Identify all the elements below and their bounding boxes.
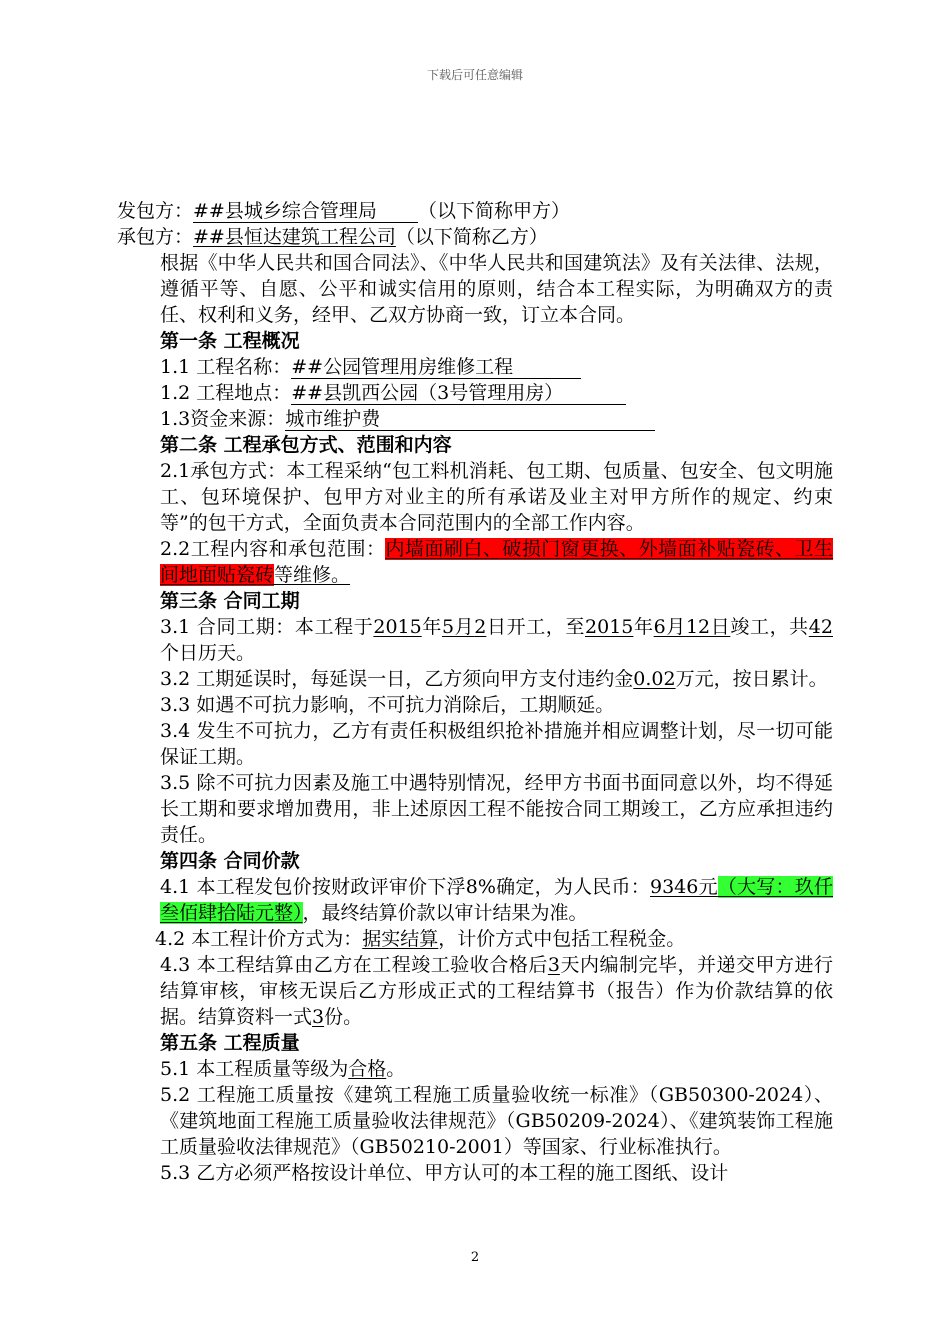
price-clause xyxy=(117,874,833,926)
start-month: 5月 xyxy=(441,616,475,638)
pricing-method: 据实结算 xyxy=(362,928,439,950)
penalty-text-a: 3.2 工期延误时，每延误一日，乙方须向甲方支付违约金 xyxy=(160,668,634,690)
price-amount-words: （大写：玖仟叁佰肆拾陆元整） xyxy=(160,876,833,924)
pricing-text-a: 4.2 本工程计价方式为： xyxy=(155,928,363,950)
contractor-note: （以下简称乙方） xyxy=(395,226,548,248)
article-3-title: 第三条 合同工期 xyxy=(160,590,300,612)
preamble: 根据《中华人民共和国合同法》、《中华人民共和国建筑法》及有关法律、法规，遵循平等、自愿、公平和诚实信用的原则，结合本工程实际，为明确双方的责任、权利和义务，经甲、乙双方协商一致，订立本合同。 xyxy=(160,252,833,326)
settlement-text-b: 天内编制完毕，并递交甲方进行结算审核，审核无误后乙方形成正式的工程结算书（报告）作为价款结算的依据。结算资料一式 xyxy=(160,954,833,1028)
project-location-label: 1.2 工程地点： xyxy=(160,382,292,404)
pricing-text-b: ，计价方式中包括工程税金。 xyxy=(438,928,686,950)
page-header: 下载后可任意编辑 xyxy=(426,68,523,82)
settlement-text-a: 4.3 本工程结算由乙方在工程竣工验收合格后 xyxy=(160,954,548,976)
project-location-line xyxy=(117,380,833,406)
quality-text-b: 。 xyxy=(386,1058,406,1080)
employer-line xyxy=(117,198,833,224)
employer-label: 发包方： xyxy=(117,200,194,222)
settlement-clause xyxy=(117,952,833,1030)
price-amount: 9346元 xyxy=(650,876,718,898)
end-day: 12日 xyxy=(685,616,731,638)
end-year: 2015 xyxy=(585,616,634,638)
pricing-method-clause xyxy=(117,926,833,952)
penalty-text-b: 万元，按日累计。 xyxy=(675,668,828,690)
article-4-title: 第四条 合同价款 xyxy=(160,850,300,872)
duration-clause xyxy=(117,614,833,666)
project-name-label: 1.1 工程名称： xyxy=(160,356,292,378)
year-char-2: 年 xyxy=(633,616,654,638)
settlement-text-c: 份。 xyxy=(324,1006,363,1028)
project-location-value: ##县凯西公园（3号管理用房） xyxy=(291,382,626,405)
funding-line xyxy=(117,406,833,432)
force-majeure-clause: 3.3 如遇不可抗力影响，不可抗力消除后，工期顺延。 xyxy=(160,694,615,716)
article-1-title: 第一条 工程概况 xyxy=(160,330,300,352)
article-5-title: 第五条 工程质量 xyxy=(160,1032,300,1054)
duration-text-b: 日开工，至 xyxy=(486,616,586,638)
contract-body xyxy=(117,198,833,1186)
employer-note: （以下简称甲方） xyxy=(418,200,571,222)
force-majeure-duty-clause: 3.4 发生不可抗力，乙方有责任积极组织抢补措施并相应调整计划，尽一切可能保证工期。 xyxy=(160,720,833,768)
scope-line xyxy=(117,536,833,588)
year-char-1: 年 xyxy=(421,616,442,638)
duration-days: 42 xyxy=(808,616,833,638)
end-month: 6月 xyxy=(653,616,686,638)
price-text-b: ，最终结算价款以审计结果为准。 xyxy=(302,902,588,924)
delay-penalty-clause xyxy=(117,666,833,692)
penalty-amount: 0.02 xyxy=(633,668,676,690)
quality-text-a: 5.1 本工程质量等级为 xyxy=(160,1058,349,1080)
settlement-days: 3 xyxy=(547,954,560,976)
scope-tail: 等维修。 xyxy=(274,564,351,586)
design-clause: 5.3 乙方必须严格按设计单位、甲方认可的本工程的施工图纸、设计 xyxy=(160,1162,729,1184)
quality-standard-clause: 5.2 工程施工质量按《建筑工程施工质量验收统一标准》（GB50300-2024）、《建筑地面工程施工质量验收法律规范》（GB50209-2024）、《建筑装饰工程施工质量验收法律规范》（GB50210-2001）等国家、行业标准执行。 xyxy=(160,1084,833,1158)
project-name-value: ##公园管理用房维修工程 xyxy=(291,356,581,379)
scope-label: 2.2工程内容和承包范围： xyxy=(160,538,386,560)
duration-text-d: 个日历天。 xyxy=(160,642,256,664)
extension-clause: 3.5 除不可抗力因素及施工中遇特别情况，经甲方书面书面同意以外，均不得延长工期和要求增加费用，非上述原因工程不能按合同工期竣工，乙方应承担违约责任。 xyxy=(160,772,833,846)
article-2-title: 第二条 工程承包方式、范围和内容 xyxy=(160,434,452,456)
contractor-label: 承包方： xyxy=(117,226,194,248)
start-day: 2 xyxy=(474,616,487,638)
project-name-line xyxy=(117,354,833,380)
funding-label: 1.3资金来源： xyxy=(160,408,286,430)
contractor-name: ##县恒达建筑工程公司 xyxy=(193,226,396,248)
contractor-line xyxy=(117,224,833,250)
duration-text-a: 3.1 合同工期：本工程于 xyxy=(160,616,374,638)
funding-value: 城市维护费 xyxy=(285,408,655,431)
employer-name: ##县城乡综合管理局 xyxy=(193,200,418,223)
duration-text-c: 竣工，共 xyxy=(730,616,809,638)
settlement-copies: 3 xyxy=(312,1006,325,1028)
scope-highlight: 内墙面刷白、破损门窗更换、外墙面补贴瓷砖、卫生间地面贴瓷砖 xyxy=(160,538,833,586)
page-number: 2 xyxy=(470,1250,480,1265)
start-year: 2015 xyxy=(373,616,422,638)
quality-grade-clause xyxy=(117,1056,833,1082)
quality-grade: 合格 xyxy=(348,1058,387,1080)
price-text-a: 4.1 本工程发包价按财政评审价下浮8%确定，为人民币： xyxy=(160,876,650,898)
contract-method: 2.1承包方式：本工程采纳“包工料机消耗、包工期、包质量、包安全、包文明施工、包环境保护、包甲方对业主的所有承诺及业主对甲方所作的规定、约束等”的包干方式，全面负责本合同范围内的全部工作内容。 xyxy=(160,460,833,534)
